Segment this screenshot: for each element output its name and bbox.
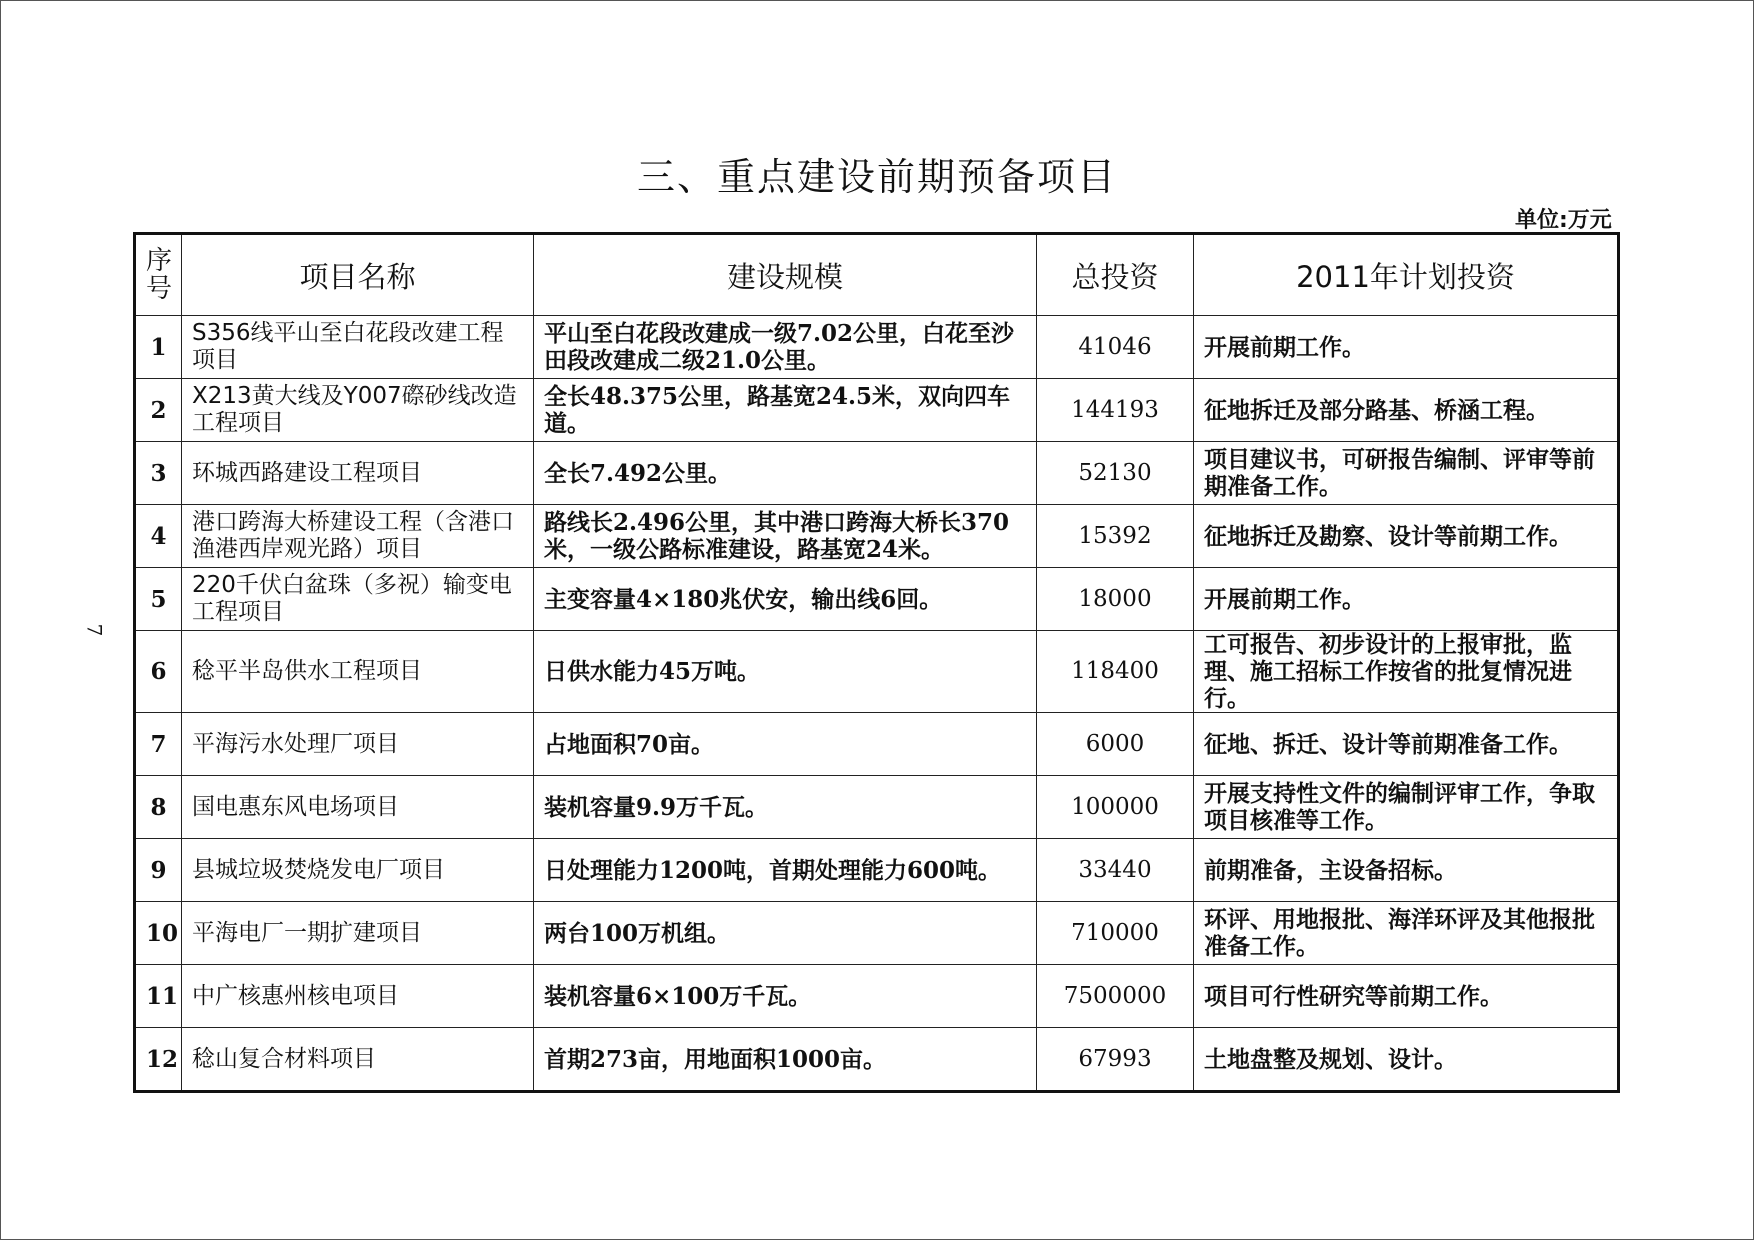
row-seq: 5 [135,568,182,631]
row-seq: 3 [135,442,182,505]
row-investment: 18000 [1037,568,1194,631]
header-plan-2011: 2011年计划投资 [1194,234,1619,316]
row-plan: 项目建议书，可研报告编制、评审等前期准备工作。 [1194,442,1619,505]
row-investment: 52130 [1037,442,1194,505]
row-plan: 项目可行性研究等前期工作。 [1194,965,1619,1028]
row-seq: 8 [135,776,182,839]
row-name: 国电惠东风电场项目 [182,776,534,839]
page-title: 三、重点建设前期预备项目 [636,155,1117,199]
row-investment: 6000 [1037,713,1194,776]
row-seq: 6 [135,631,182,713]
row-scale: 装机容量6×100万千瓦。 [534,965,1037,1028]
table-row [135,713,1619,776]
row-name: 环城西路建设工程项目 [182,442,534,505]
header-name: 项目名称 [182,234,534,316]
header-seq: 序号 [135,234,182,316]
row-investment: 15392 [1037,505,1194,568]
row-plan: 征地拆迁及部分路基、桥涵工程。 [1194,379,1619,442]
row-plan: 工可报告、初步设计的上报审批，监理、施工招标工作按省的批复情况进行。 [1194,631,1619,713]
row-scale: 平山至白花段改建成一级7.02公里，白花至沙田段改建成二级21.0公里。 [534,316,1037,379]
row-scale: 日处理能力1200吨，首期处理能力600吨。 [534,839,1037,902]
row-seq: 10 [135,902,182,965]
unit-label: 单位:万元 [1515,208,1612,233]
row-scale: 全长7.492公里。 [534,442,1037,505]
row-plan: 前期准备，主设备招标。 [1194,839,1619,902]
row-scale: 主变容量4×180兆伏安，输出线6回。 [534,568,1037,631]
row-investment: 118400 [1037,631,1194,713]
row-name: 稔山复合材料项目 [182,1028,534,1092]
row-name: 220千伏白盆珠（多祝）输变电工程项目 [182,568,534,631]
row-name: S356线平山至白花段改建工程项目 [182,316,534,379]
row-scale: 路线长2.496公里，其中港口跨海大桥长370米，一级公路标准建设，路基宽24米。 [534,505,1037,568]
row-investment: 41046 [1037,316,1194,379]
row-plan: 开展前期工作。 [1194,568,1619,631]
header-scale: 建设规模 [534,234,1037,316]
projects-table [133,232,1620,1093]
table-header-row [135,234,1619,316]
row-plan: 开展支持性文件的编制评审工作，争取项目核准等工作。 [1194,776,1619,839]
header-investment: 总投资 [1037,234,1194,316]
table-row [135,902,1619,965]
row-name: 稔平半岛供水工程项目 [182,631,534,713]
page-number: 7 [82,623,107,637]
row-plan: 环评、用地报批、海洋环评及其他报批准备工作。 [1194,902,1619,965]
row-scale: 首期273亩，用地面积1000亩。 [534,1028,1037,1092]
row-investment: 7500000 [1037,965,1194,1028]
row-seq: 7 [135,713,182,776]
table-row [135,442,1619,505]
row-name: 平海污水处理厂项目 [182,713,534,776]
row-scale: 装机容量9.9万千瓦。 [534,776,1037,839]
row-scale: 全长48.375公里，路基宽24.5米，双向四车道。 [534,379,1037,442]
row-investment: 100000 [1037,776,1194,839]
row-seq: 4 [135,505,182,568]
row-seq: 9 [135,839,182,902]
table-row [135,965,1619,1028]
row-name: 县城垃圾焚烧发电厂项目 [182,839,534,902]
table-row [135,839,1619,902]
row-investment: 33440 [1037,839,1194,902]
row-seq: 2 [135,379,182,442]
row-name: 中广核惠州核电项目 [182,965,534,1028]
row-scale: 两台100万机组。 [534,902,1037,965]
row-investment: 67993 [1037,1028,1194,1092]
row-scale: 占地面积70亩。 [534,713,1037,776]
row-plan: 土地盘整及规划、设计。 [1194,1028,1619,1092]
row-plan: 征地、拆迁、设计等前期准备工作。 [1194,713,1619,776]
row-seq: 1 [135,316,182,379]
table-row [135,1028,1619,1092]
table-row [135,776,1619,839]
row-scale: 日供水能力45万吨。 [534,631,1037,713]
table-row [135,505,1619,568]
row-name: 港口跨海大桥建设工程（含港口渔港西岸观光路）项目 [182,505,534,568]
table-row [135,379,1619,442]
row-name: 平海电厂一期扩建项目 [182,902,534,965]
table-row [135,316,1619,379]
row-investment: 710000 [1037,902,1194,965]
row-plan: 征地拆迁及勘察、设计等前期工作。 [1194,505,1619,568]
row-name: X213黄大线及Y007磜砂线改造工程项目 [182,379,534,442]
row-plan: 开展前期工作。 [1194,316,1619,379]
table-row [135,631,1619,713]
row-seq: 11 [135,965,182,1028]
row-seq: 12 [135,1028,182,1092]
row-investment: 144193 [1037,379,1194,442]
table-row [135,568,1619,631]
